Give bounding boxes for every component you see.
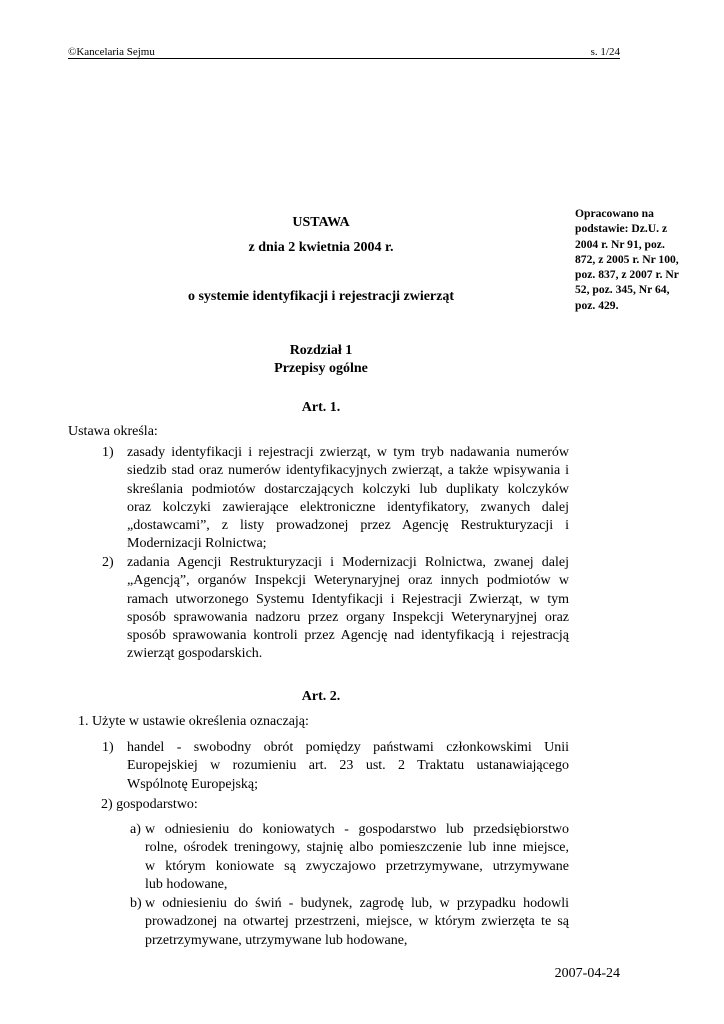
act-title: USTAWA bbox=[292, 215, 350, 230]
act-date: z dnia 2 kwietnia 2004 r. bbox=[248, 240, 394, 255]
item-line: Wspólnotę Europejską; bbox=[127, 776, 259, 792]
item-line: skreślania podmiotów dostarczających kolczyki lub duplikaty kolczyków bbox=[127, 481, 569, 497]
source-note-line: 2004 r. Nr 91, poz. bbox=[575, 237, 665, 251]
article-2-heading: Art. 2. bbox=[301, 689, 341, 704]
source-note-line: poz. 837, z 2007 r. Nr bbox=[575, 268, 679, 282]
article-1-intro: Ustawa określa: bbox=[68, 424, 158, 439]
item-line: oraz kolczyki zawierające elektroniczne identyfikatory, zwanych dalej bbox=[127, 499, 569, 515]
item-number: 1) bbox=[102, 740, 114, 755]
item-line: „Agencją”, organów Inspekcji Weterynaryjnej oraz innych podmiotów w bbox=[127, 573, 569, 589]
item-line: zadania Agencji Restrukturyzacji i Modernizacji Rolnictwa, zwanej dalej bbox=[127, 555, 569, 570]
item-number: 1) bbox=[102, 445, 114, 460]
item-line: Europejskiej w rozumieniu art. 23 ust. 2 Traktatu ustanawiającego bbox=[127, 758, 569, 774]
item-line: siedzib stad oraz numerów identyfikacyjnych zwierząt, a także wpisywania i bbox=[127, 463, 569, 479]
footer-date: 2007-04-24 bbox=[554, 966, 620, 981]
item-line: w odniesieniu do świń - budynek, zagrodę lub, w przypadku hodowli bbox=[145, 896, 569, 911]
item-line: lub hodowane, bbox=[145, 876, 228, 892]
header-rule bbox=[68, 58, 620, 59]
item-line: ramach utworzonego Systemu Identyfikacji i Rejestracji Zwierząt, w tym bbox=[127, 591, 569, 607]
article-2-item-1 bbox=[102, 739, 569, 794]
act-subject: o systemie identyfikacji i rejestracji zwierząt bbox=[187, 289, 455, 304]
article-1-heading: Art. 1. bbox=[301, 400, 341, 415]
item-line: rolne, ośrodek treningowy, stajnię albo pomieszczenie lub inne miejsce, bbox=[145, 840, 569, 856]
source-note-line: 872, z 2005 r. Nr 100, bbox=[575, 252, 679, 266]
header-publisher: ©Kancelaria Sejmu bbox=[68, 46, 155, 58]
item-line: handel - swobodny obrót pomiędzy państwami członkowskimi Unii bbox=[127, 740, 569, 755]
source-note-line: poz. 429. bbox=[575, 298, 619, 312]
article-2-item-2-sub-b bbox=[130, 895, 569, 950]
article-2-item-2 bbox=[101, 796, 198, 814]
item-line: „dostawcami”, z listy prowadzonej przez Agencję Restrukturyzacji i bbox=[127, 518, 569, 534]
source-note-line: Opracowano na bbox=[575, 207, 654, 220]
chapter-name: Przepisy ogólne bbox=[274, 361, 368, 376]
source-note-line: 52, poz. 345, Nr 64, bbox=[575, 283, 670, 297]
item-line: w odniesieniu do koniowatych - gospodarstwo lub przedsiębiorstwo bbox=[145, 822, 569, 837]
sub-item-letter: a) bbox=[130, 822, 141, 837]
header-page-number: s. 1/24 bbox=[590, 46, 620, 58]
article-1-item-1 bbox=[102, 444, 569, 554]
sub-item-letter: b) bbox=[130, 896, 142, 911]
item-line: zwierząt gospodarskich. bbox=[127, 646, 263, 662]
source-note-line: podstawie: Dz.U. z bbox=[575, 222, 668, 236]
item-line: w którym koniowate są zwyczajowo przetrzymywane, utrzymywane bbox=[145, 858, 569, 874]
item-line: Modernizacji Rolnictwa; bbox=[127, 536, 267, 552]
article-2-intro: 1. Użyte w ustawie określenia oznaczają: bbox=[78, 714, 309, 729]
item-label: 2) gospodarstwo: bbox=[101, 797, 198, 812]
item-line: sposób sprawowania kontroli przez Agencję nad identyfikacją i rejestracją bbox=[127, 628, 569, 644]
item-line: przetrzymywane, utrzymywane lub hodowane, bbox=[145, 932, 408, 948]
item-line: sposób sprawowania nadzoru przez organy Inspekcji Weterynaryjnej oraz bbox=[127, 609, 569, 625]
article-2-item-2-sub-a bbox=[130, 821, 569, 894]
chapter-number: Rozdział 1 bbox=[289, 343, 353, 358]
article-1-item-2 bbox=[102, 554, 569, 664]
item-line: prowadzonej na otwartej przestrzeni, miejsce, w którym zwierzęta te są bbox=[145, 914, 569, 930]
item-line: zasady identyfikacji i rejestracji zwierząt, w tym tryb nadawania numerów bbox=[127, 445, 569, 460]
item-number: 2) bbox=[102, 555, 114, 570]
